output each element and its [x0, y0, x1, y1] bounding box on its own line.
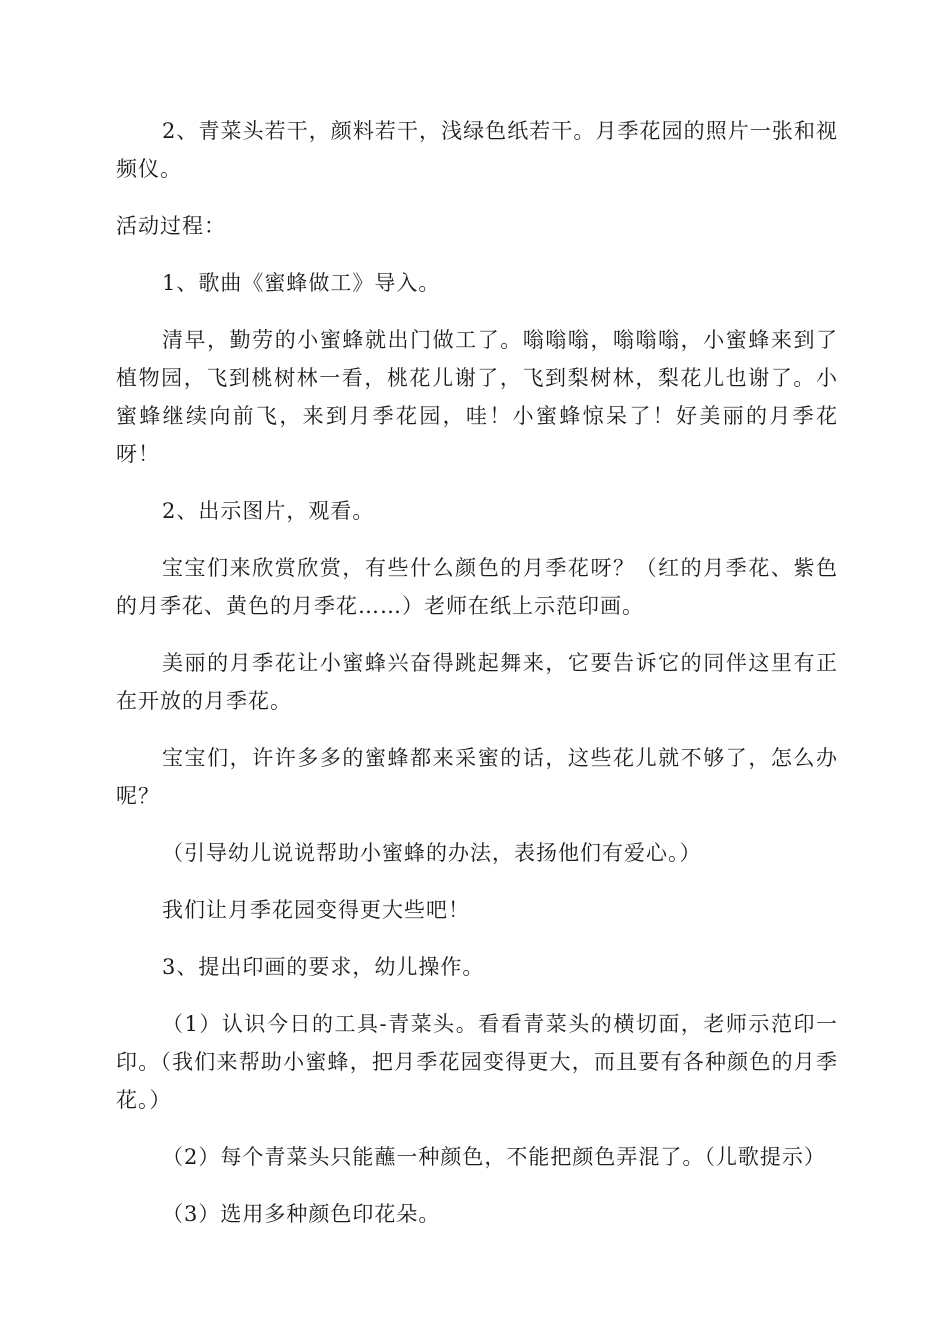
paragraph-materials: 2、青菜头若干，颜料若干，浅绿色纸若干。月季花园的照片一张和视频仪。	[116, 119, 838, 181]
document-page	[116, 112, 838, 1252]
requirement-2: （2）每个青菜头只能蘸一种颜色，不能把颜色弄混了。（儿歌提示）	[162, 1145, 826, 1169]
requirement-3: （3）选用多种颜色印花朵。	[162, 1202, 441, 1226]
paragraph-question: 宝宝们，许许多多的蜜蜂都来采蜜的话，这些花儿就不够了，怎么办呢？	[116, 746, 838, 808]
requirement-1: （1）认识今日的工具-青菜头。看看青菜头的横切面，老师示范印一印。（我们来帮助小蜜蜂，把月季花园变得更大，而且要有各种颜色的月季花。）	[116, 1012, 838, 1112]
paragraph-dance: 美丽的月季花让小蜜蜂兴奋得跳起舞来，它要告诉它的同伴这里有正在开放的月季花。	[116, 651, 838, 713]
paragraph-story: 清早，勤劳的小蜜蜂就出门做工了。嗡嗡嗡，嗡嗡嗡，小蜜蜂来到了植物园，飞到桃树林一看，桃花儿谢了，飞到梨树林，梨花儿也谢了。小蜜蜂继续向前飞，来到月季花园，哇！小蜜蜂惊呆了！好美丽的月季花呀！	[116, 328, 838, 466]
step-1-heading: 1、歌曲《蜜蜂做工》导入。	[162, 271, 441, 295]
paragraph-bigger-garden: 我们让月季花园变得更大些吧！	[162, 898, 470, 922]
section-heading-activity-process: 活动过程：	[116, 214, 226, 238]
step-3-heading: 3、提出印画的要求，幼儿操作。	[162, 955, 485, 979]
paragraph-colors: 宝宝们来欣赏欣赏，有些什么颜色的月季花呀？（红的月季花、紫色的月季花、黄色的月季花……）老师在纸上示范印画。	[116, 556, 838, 618]
step-2-heading: 2、出示图片，观看。	[162, 499, 375, 523]
paragraph-guidance: （引导幼儿说说帮助小蜜蜂的办法，表扬他们有爱心。）	[162, 841, 702, 865]
